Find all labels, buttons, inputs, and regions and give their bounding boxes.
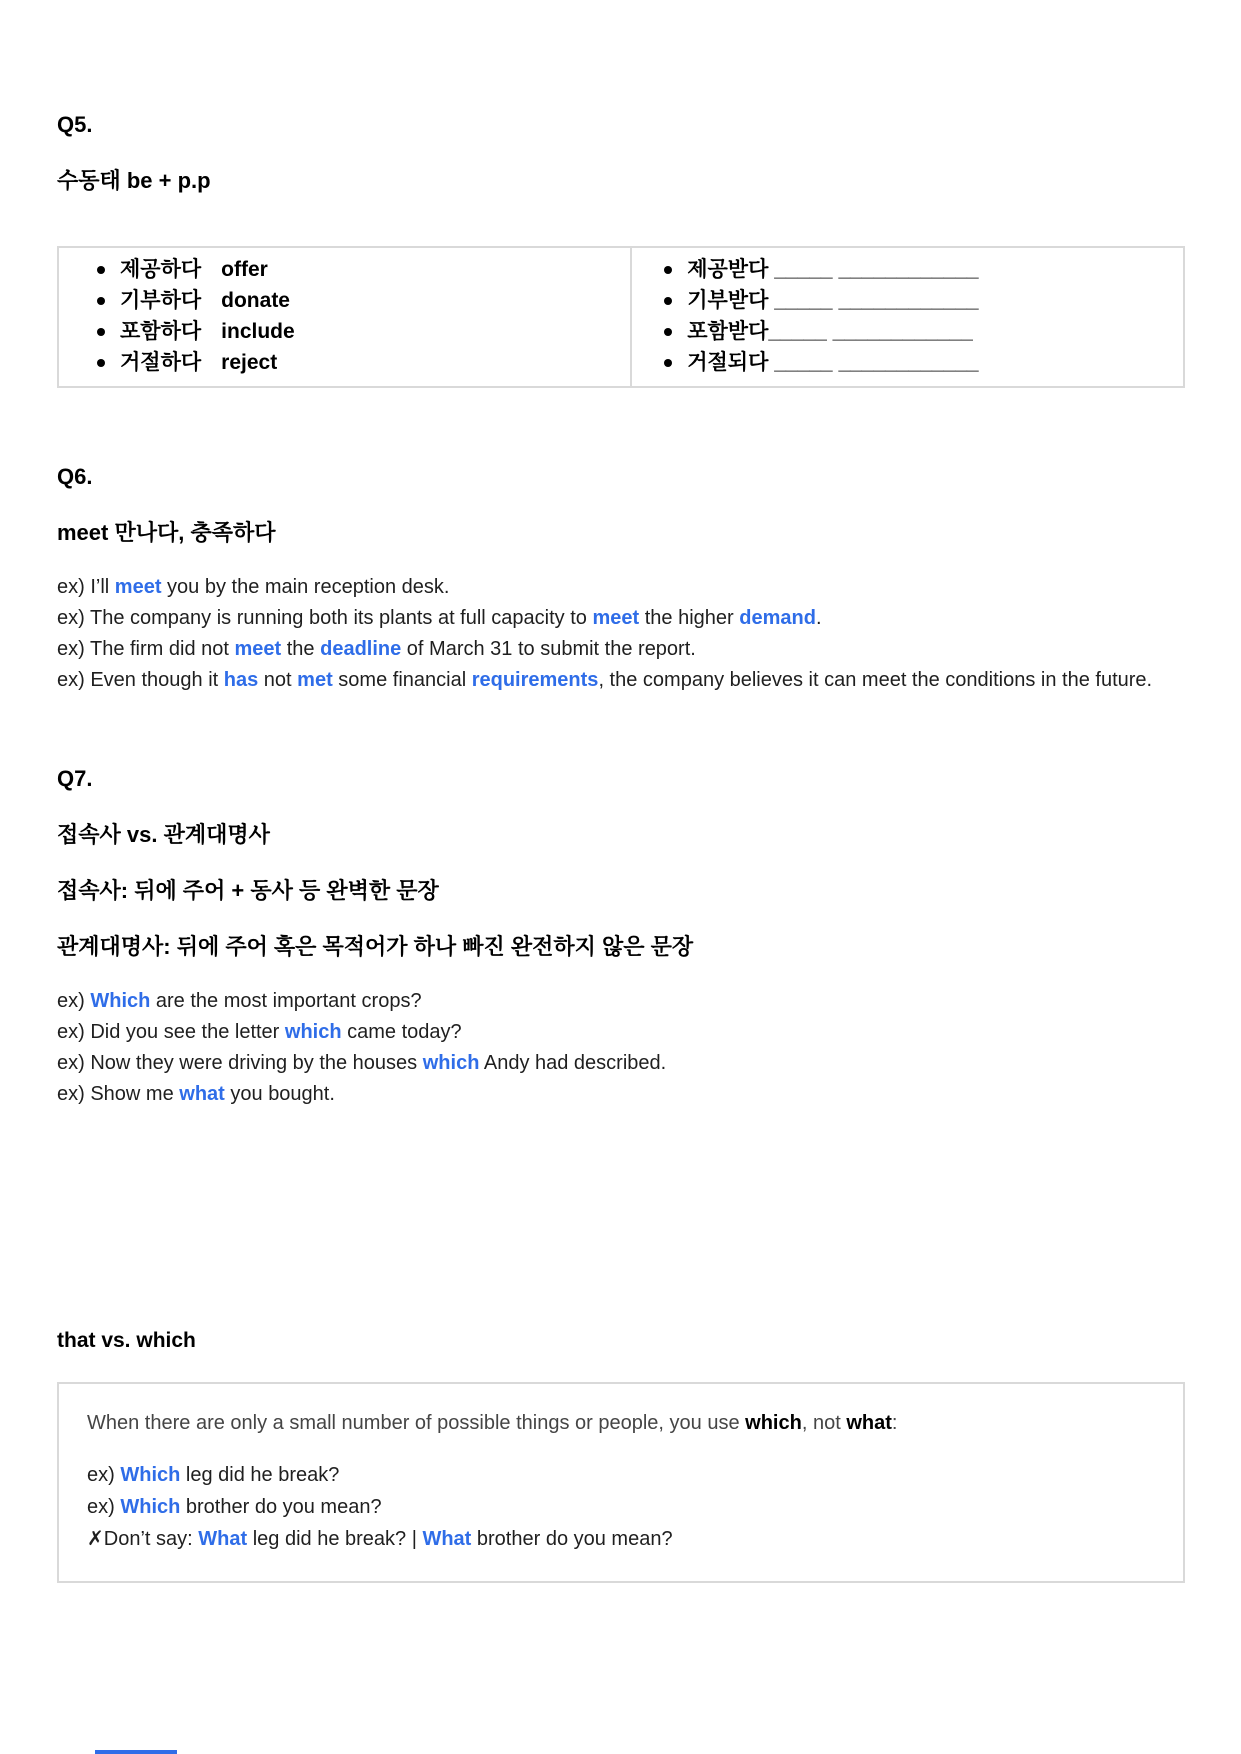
fill-blank-text: 기부받다 _____ ____________ xyxy=(687,289,979,312)
table-row xyxy=(59,254,630,285)
fill-blank-text: 거절되다 _____ ____________ xyxy=(687,351,979,374)
question-label-q5: Q5. xyxy=(57,112,93,137)
info-box xyxy=(57,1382,1185,1583)
section-title-meet: meet 만나다, 충족하다 xyxy=(57,520,276,545)
example-sentence: ex) Even though it has not met some financial requirements, the company believes it can meet the conditions in the future. xyxy=(57,669,1153,691)
bullet-icon xyxy=(97,359,105,367)
korean-term: 기부하다 xyxy=(120,289,202,312)
question-label-q7: Q7. xyxy=(57,766,93,791)
english-term: reject xyxy=(221,351,278,374)
rule-relative-pronoun: 관계대명사: 뒤에 주어 혹은 목적어가 하나 빠진 완전하지 않은 문장 xyxy=(57,934,694,959)
example-sentence: ex) Which leg did he break? xyxy=(87,1464,340,1486)
example-sentence: ex) The firm did not meet the deadline of March 31 to submit the report. xyxy=(57,638,696,660)
example-sentence: ex) The company is running both its plants at full capacity to meet the higher demand. xyxy=(57,607,822,629)
vocab-table-right-column xyxy=(632,248,1183,386)
q7-examples xyxy=(57,986,1185,1110)
fill-blank-row xyxy=(632,316,1183,347)
korean-term: 제공하다 xyxy=(120,258,202,281)
fill-blank-row xyxy=(632,254,1183,285)
info-box-intro: When there are only a small number of possible things or people, you use which, not what: xyxy=(87,1412,898,1434)
korean-term: 거절하다 xyxy=(120,351,202,374)
bullet-icon xyxy=(664,297,672,305)
fill-blank-row xyxy=(632,285,1183,316)
bullet-icon xyxy=(97,297,105,305)
example-sentence: ex) Did you see the letter which came today? xyxy=(57,1021,462,1043)
english-term: include xyxy=(221,320,295,343)
rule-conjunction: 접속사: 뒤에 주어 + 동사 등 완벽한 문장 xyxy=(57,878,439,903)
table-row xyxy=(59,316,630,347)
table-row xyxy=(59,285,630,316)
example-sentence: ex) I’ll meet you by the main reception desk. xyxy=(57,576,450,598)
fill-blank-text: 제공받다 _____ ____________ xyxy=(687,258,979,281)
section-title-conjunction: 접속사 vs. 관계대명사 xyxy=(57,822,270,847)
bullet-icon xyxy=(97,328,105,336)
table-row xyxy=(59,347,630,378)
vocab-table-left-column xyxy=(59,248,632,386)
section-title-passive: 수동태 be + p.p xyxy=(57,168,211,193)
example-sentence: ex) Show me what you bought. xyxy=(57,1083,335,1105)
bullet-icon xyxy=(664,266,672,274)
bullet-icon xyxy=(97,266,105,274)
fill-blank-text: 포함받다_____ ____________ xyxy=(687,320,973,343)
heading-that-vs-which: that vs. which xyxy=(57,1329,196,1352)
bullet-icon xyxy=(664,328,672,336)
example-sentence: ex) Now they were driving by the houses which Andy had described. xyxy=(57,1052,667,1074)
info-box-examples xyxy=(87,1459,1155,1555)
q6-examples xyxy=(57,572,1185,696)
example-sentence: ✗Don’t say: What leg did he break? | What brother do you mean? xyxy=(87,1528,673,1550)
cut-off-blue-line xyxy=(95,1750,177,1754)
example-sentence: ex) Which brother do you mean? xyxy=(87,1496,382,1518)
bullet-icon xyxy=(664,359,672,367)
english-term: offer xyxy=(221,258,268,281)
korean-term: 포함하다 xyxy=(120,320,202,343)
fill-blank-row xyxy=(632,347,1183,378)
question-label-q6: Q6. xyxy=(57,464,93,489)
english-term: donate xyxy=(221,289,290,312)
vocab-table xyxy=(57,246,1185,388)
example-sentence: ex) Which are the most important crops? xyxy=(57,990,422,1012)
